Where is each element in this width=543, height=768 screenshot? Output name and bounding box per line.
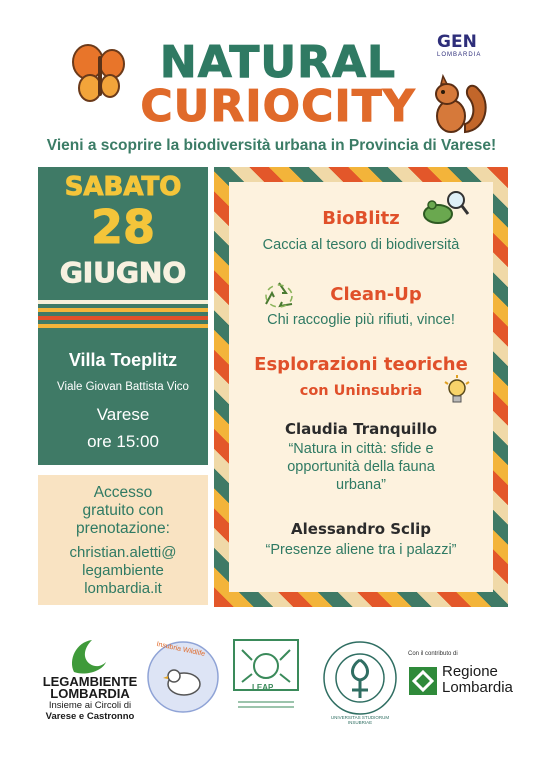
day-number: 28 [90,200,155,254]
regione-lombardia-icon [408,666,438,696]
bioblitz-desc: Caccia al tesoro di biodiversità [262,237,460,253]
bioblitz-title: BioBlitz [322,208,400,229]
squirrel-icon [425,72,491,136]
speaker2-talk: “Presenze aliene tra i palazzi” [265,542,457,558]
uninsubria-seal-text: UNIVERSITAS STUDIORUM INSUBRIAE [330,715,390,725]
city: Varese [96,405,150,424]
lightbulb-icon [442,374,472,410]
speaker1-talk-line-1: “Natura in città: sfide e [288,441,434,457]
gen-logo: GEN [437,32,477,52]
leap-logo [230,636,302,712]
legambiente-region: LOMBARDIA [50,686,130,701]
legambiente-circles [30,700,150,722]
time: ore 15:00 [87,432,159,451]
email-line-1: christian.aletti@ [69,544,177,561]
title-curiocity: CURIOCITY [140,81,416,132]
regione-contribution-label: Con il contributo di [408,651,458,657]
access-line-1: Accesso [93,484,153,501]
speaker1-talk-line-3: urbana” [336,477,386,493]
cleanup-desc: Chi raccoglie più rifiuti, vince! [267,312,455,328]
legambiente-name: LEGAMBIENTE [42,674,138,689]
contact-email[interactable] [38,544,208,598]
speaker1-talk [229,440,493,494]
speaker1-talk-line-2: opportunità della fauna [287,459,435,475]
insubria-logo-text: Insubria Wildlife [155,640,206,659]
access-line-3: prenotazione: [76,520,170,537]
regione-line-1: Regione [442,663,498,680]
regione-line-2: Lombardia [442,679,513,696]
access-line-2: gratuito con [82,502,164,519]
frog-magnifier-icon [420,188,470,228]
venue: Villa Toeplitz [68,350,178,370]
subtitle: Vieni a scoprire la biodiversità urbana in Provincia di Varese! [46,137,497,154]
explore-sub: con Uninsubria [299,383,423,399]
legambiente-logo [34,676,146,700]
gen-logo-sub: LOMBARDIA [437,52,482,58]
month: GIUGNO [59,256,187,289]
email-line-2: legambiente [82,562,164,579]
street: Viale Giovan Battista Vico [57,381,189,393]
day-name: SABATO [64,172,182,202]
legambiente-circles-line-1: Insieme ai Circoli di [48,700,132,711]
speaker2-name: Alessandro Sclip [291,520,431,538]
access-text [38,484,208,538]
decorative-stripes [38,300,208,332]
cleanup-title: Clean-Up [330,284,422,305]
regione-lombardia-logo [442,664,513,696]
explore-title: Esplorazioni teoriche [254,354,468,375]
speaker1-name: Claudia Tranquillo [284,420,438,438]
email-line-3: lombardia.it [84,580,162,597]
uninsubria-seal-logo [322,640,398,716]
title-natural: NATURAL [159,37,397,88]
legambiente-circles-line-2: Varese e Castronno [45,711,135,722]
legambiente-swan-icon [66,636,108,676]
leap-logo-text: LEAP [252,683,274,692]
